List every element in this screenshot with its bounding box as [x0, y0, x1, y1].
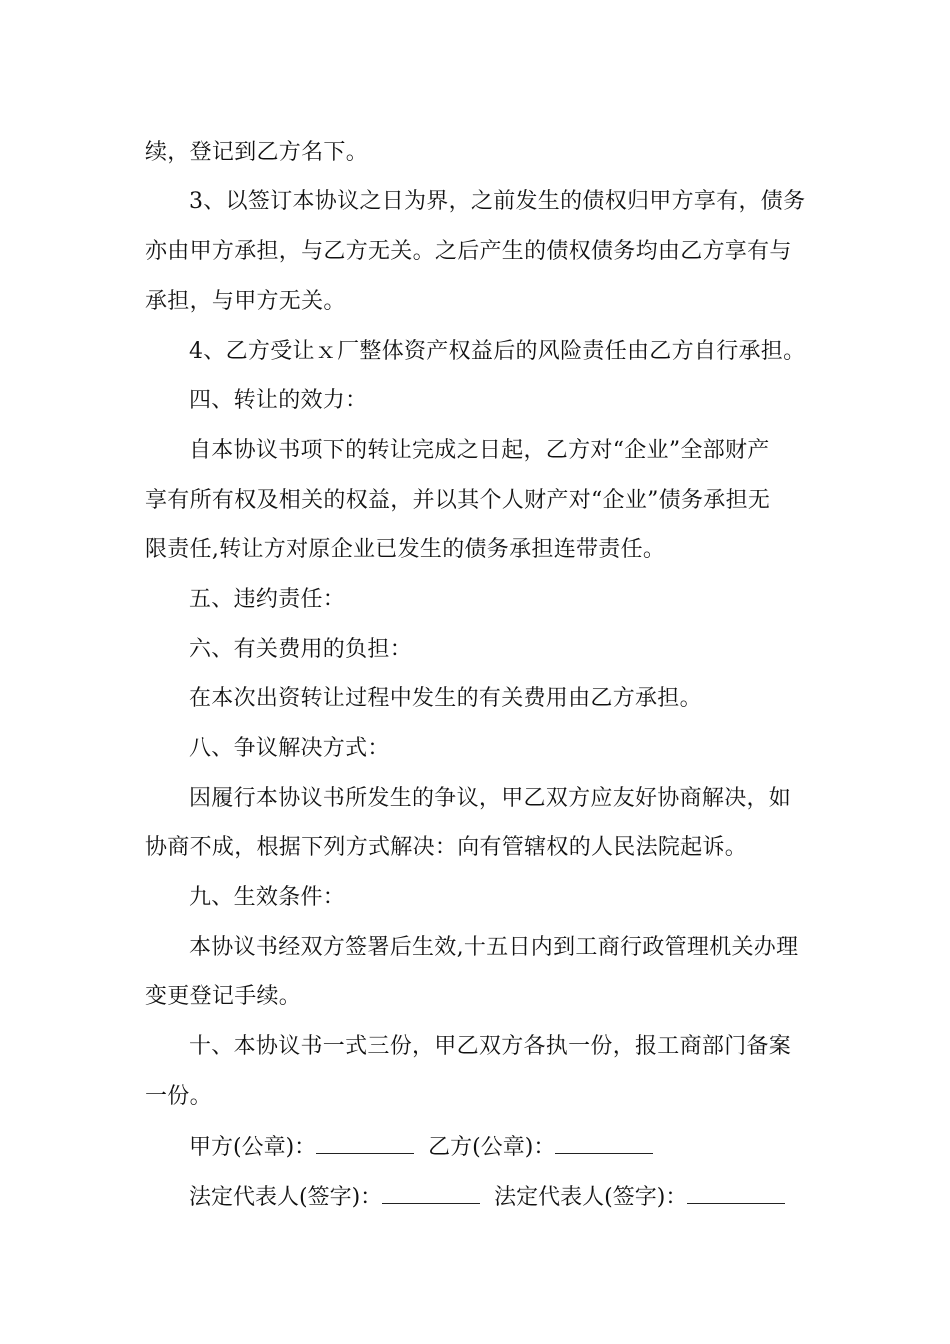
paragraph-line: 十、本协议书一式三份，甲乙双方各执一份，报工商部门备案 [189, 1034, 792, 1059]
party-b-seal-label: 乙方(公章)： [428, 1135, 556, 1160]
legal-rep-a-label: 法定代表人(签字)： [189, 1185, 383, 1210]
section-heading: 九、生效条件： [189, 885, 346, 910]
party-a-seal-label: 甲方(公章)： [189, 1135, 317, 1160]
legal-rep-row [189, 1181, 810, 1211]
paragraph-line: 变更登记手续。 [145, 984, 302, 1009]
paragraph-line: 续，登记到乙方名下。 [145, 140, 369, 165]
party-b-seal-blank[interactable] [555, 1131, 653, 1154]
section-heading: 六、有关费用的负担： [189, 637, 413, 662]
paragraph-line: 限责任,转让方对原企业已发生的债务承担连带责任。 [145, 537, 666, 562]
party-a-seal-blank[interactable] [316, 1131, 414, 1154]
paragraph-line: 亦由甲方承担，与乙方无关。之后产生的债权债务均由乙方享有与 [145, 239, 792, 264]
paragraph-line: 协商不成，根据下列方式解决：向有管辖权的人民法院起诉。 [145, 835, 748, 860]
legal-rep-b-label: 法定代表人(签字)： [494, 1185, 688, 1210]
section-heading: 八、争议解决方式： [189, 736, 390, 761]
paragraph-line: 享有所有权及相关的权益，并以其个人财产对“企业”债务承担无 [145, 488, 771, 513]
paragraph-line: 因履行本协议书所发生的争议，甲乙双方应友好协商解决，如 [189, 786, 792, 811]
paragraph-line: 一份。 [145, 1084, 212, 1109]
paragraph-line: 3、以签订本协议之日为界，之前发生的债权归甲方享有，债务 [189, 189, 806, 214]
paragraph-line: 4、乙方受让ｘ厂整体资产权益后的风险责任由乙方自行承担。 [189, 339, 806, 364]
legal-rep-a-blank[interactable] [382, 1181, 480, 1204]
legal-rep-b-blank[interactable] [687, 1181, 785, 1204]
paragraph-line: 自本协议书项下的转让完成之日起，乙方对“企业”全部财产 [189, 438, 770, 463]
section-heading: 五、违约责任： [189, 587, 346, 612]
seal-row [189, 1131, 810, 1161]
paragraph-line: 承担，与甲方无关。 [145, 289, 346, 314]
paragraph-line: 本协议书经双方签署后生效,十五日内到工商行政管理机关办理 [189, 935, 799, 960]
paragraph-line: 在本次出资转让过程中发生的有关费用由乙方承担。 [189, 686, 702, 711]
section-heading: 四、转让的效力： [189, 388, 368, 413]
